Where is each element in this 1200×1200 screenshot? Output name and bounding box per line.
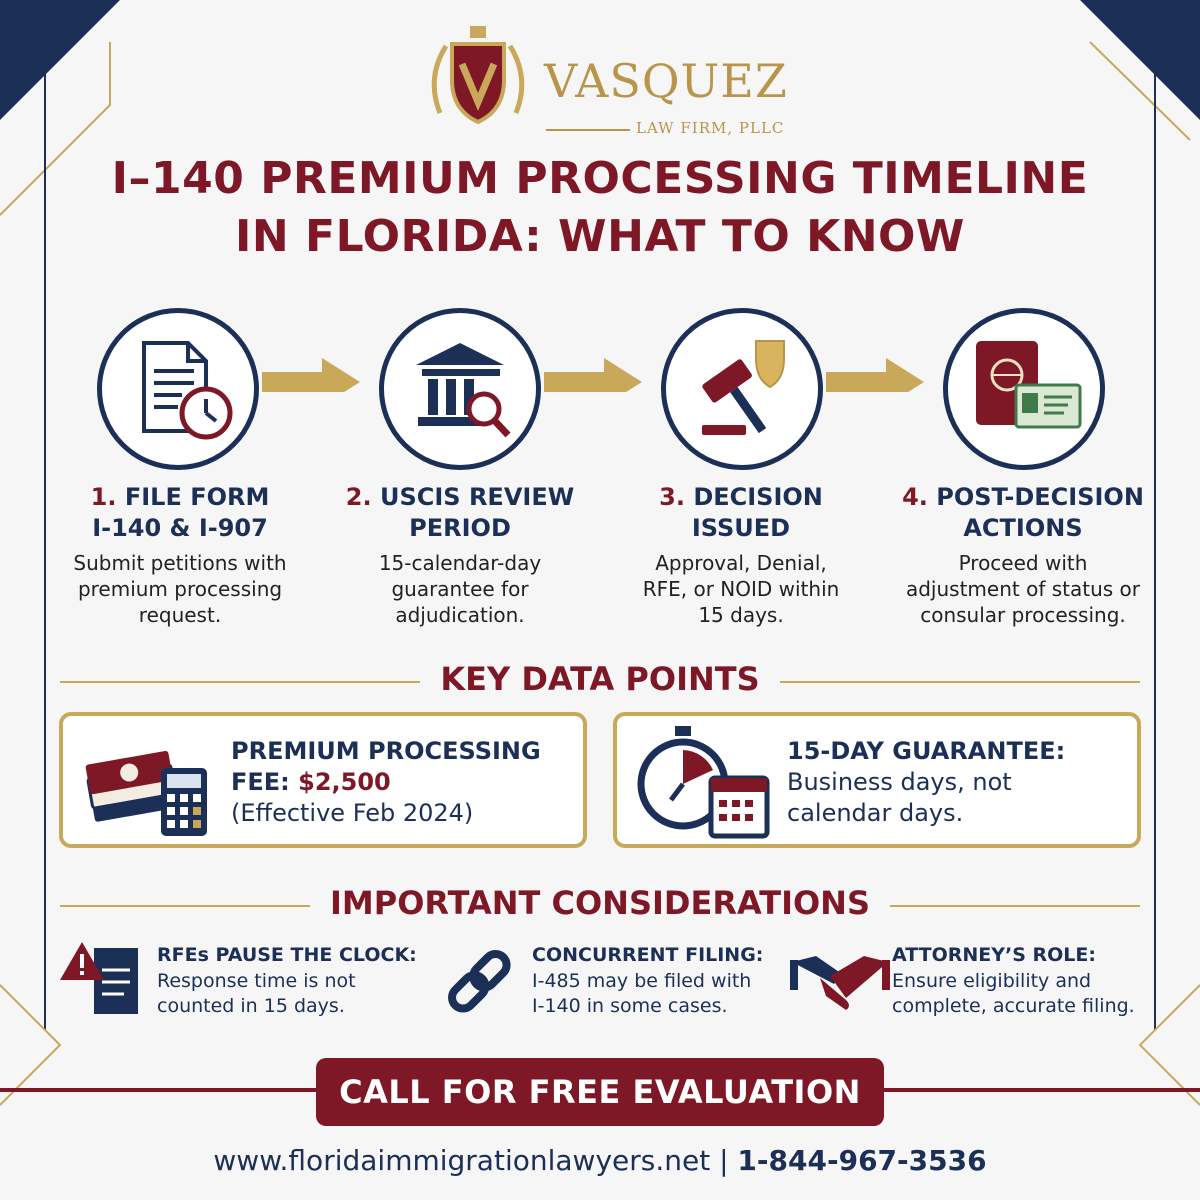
desc-line: Approval, Denial, <box>655 551 827 575</box>
firm-subtitle: LAW FIRM, PLLC <box>636 119 785 137</box>
document-clock-icon <box>102 313 254 465</box>
body-line: I-485 may be filed with <box>532 970 752 992</box>
step-heading-b: PERIOD <box>409 514 511 542</box>
step-1-heading <box>45 482 315 544</box>
fee-text <box>231 736 541 829</box>
body-line: counted in 15 days. <box>157 995 345 1017</box>
footer-contact <box>0 1144 1200 1177</box>
desc-line: RFE, or NOID within <box>642 577 840 601</box>
fee-amount: $2,500 <box>298 768 391 796</box>
step-2-description <box>325 550 595 628</box>
title-line-2: IN FLORIDA: WHAT TO KNOW <box>235 211 965 262</box>
desc-line: premium processing <box>77 577 283 601</box>
desc-line: request. <box>138 603 222 627</box>
page-title <box>0 150 1200 266</box>
footer-separator: | <box>710 1144 738 1177</box>
arrow-right-icon <box>262 352 362 392</box>
guarantee-line-a: Business days, not <box>787 768 1012 796</box>
guarantee-card <box>613 712 1141 848</box>
warning-document-icon <box>58 940 148 1020</box>
step-heading-b: ACTIONS <box>963 514 1083 542</box>
step-4-heading <box>888 482 1158 544</box>
step-3-description <box>606 550 876 628</box>
body-line: Ensure eligibility and <box>892 970 1092 992</box>
body-line: I-140 in some cases. <box>532 995 728 1017</box>
step-number: 4. <box>902 483 928 511</box>
consideration-1-body <box>157 969 356 1019</box>
step-heading-a: POST-DECISION <box>936 483 1144 511</box>
section-rule-right <box>780 681 1140 683</box>
body-line: complete, accurate filing. <box>892 995 1135 1017</box>
desc-line: 15-calendar-day <box>378 551 542 575</box>
key-data-title: KEY DATA POINTS <box>440 660 760 698</box>
crest-shield-icon <box>418 18 538 138</box>
desc-line: consular processing. <box>920 603 1126 627</box>
step-heading-a: DECISION <box>693 483 823 511</box>
fee-label-a: PREMIUM PROCESSING <box>231 737 541 765</box>
passport-card-icon <box>948 313 1100 465</box>
step-heading-b: I-140 & I-907 <box>92 514 268 542</box>
phone-link[interactable]: 1-844-967-3536 <box>737 1144 987 1177</box>
money-calculator-icon <box>79 722 219 842</box>
step-4-circle <box>943 308 1105 470</box>
desc-line: adjudication. <box>395 603 525 627</box>
arrow-right-icon <box>544 352 644 392</box>
step-1-description <box>45 550 315 628</box>
step-3-heading <box>606 482 876 544</box>
consideration-2-body <box>532 969 751 1019</box>
courthouse-magnifier-icon <box>384 313 536 465</box>
desc-line: 15 days. <box>698 603 784 627</box>
desc-line: Proceed with <box>958 551 1088 575</box>
fee-label-b: FEE: <box>231 768 299 796</box>
gavel-shield-icon <box>666 313 818 465</box>
desc-line: guarantee for <box>391 577 529 601</box>
website-link[interactable]: www.floridaimmigrationlawyers.net <box>213 1144 711 1177</box>
step-2-circle <box>379 308 541 470</box>
arrow-right-icon <box>826 352 926 392</box>
step-number: 3. <box>659 483 685 511</box>
section-rule-right <box>890 905 1140 907</box>
guarantee-text <box>787 736 1065 829</box>
handshake-icon <box>790 948 890 1018</box>
considerations-title: IMPORTANT CONSIDERATIONS <box>330 884 870 922</box>
consideration-3-body <box>892 969 1135 1019</box>
body-line: Response time is not <box>157 970 356 992</box>
step-heading-a: USCIS REVIEW <box>379 483 575 511</box>
title-line-1: I–140 PREMIUM PROCESSING TIMELINE <box>111 153 1089 204</box>
chain-link-icon <box>440 942 520 1022</box>
fee-note: (Effective Feb 2024) <box>231 799 474 827</box>
step-3-circle <box>661 308 823 470</box>
consideration-1-heading: RFEs PAUSE THE CLOCK: <box>157 944 417 966</box>
fee-card <box>59 712 587 848</box>
step-heading-b: ISSUED <box>691 514 791 542</box>
step-number: 2. <box>345 483 372 511</box>
logo-divider <box>546 129 630 131</box>
step-1-circle <box>97 308 259 470</box>
firm-logo[interactable] <box>418 18 798 138</box>
consideration-2-heading: CONCURRENT FILING: <box>532 944 764 966</box>
call-for-evaluation-button[interactable]: CALL FOR FREE EVALUATION <box>316 1058 884 1126</box>
desc-line: Submit petitions with <box>73 551 287 575</box>
step-number: 1. <box>90 483 117 511</box>
stopwatch-calendar-icon <box>631 722 781 842</box>
desc-line: adjustment of status or <box>905 577 1140 601</box>
step-2-heading <box>325 482 595 544</box>
firm-name: VASQUEZ <box>544 54 788 108</box>
guarantee-line-b: calendar days. <box>787 799 964 827</box>
consideration-3-heading: ATTORNEY’S ROLE: <box>892 944 1096 966</box>
guarantee-label: 15-DAY GUARANTEE: <box>787 737 1066 765</box>
step-heading-a: FILE FORM <box>124 483 270 511</box>
step-4-description <box>888 550 1158 628</box>
